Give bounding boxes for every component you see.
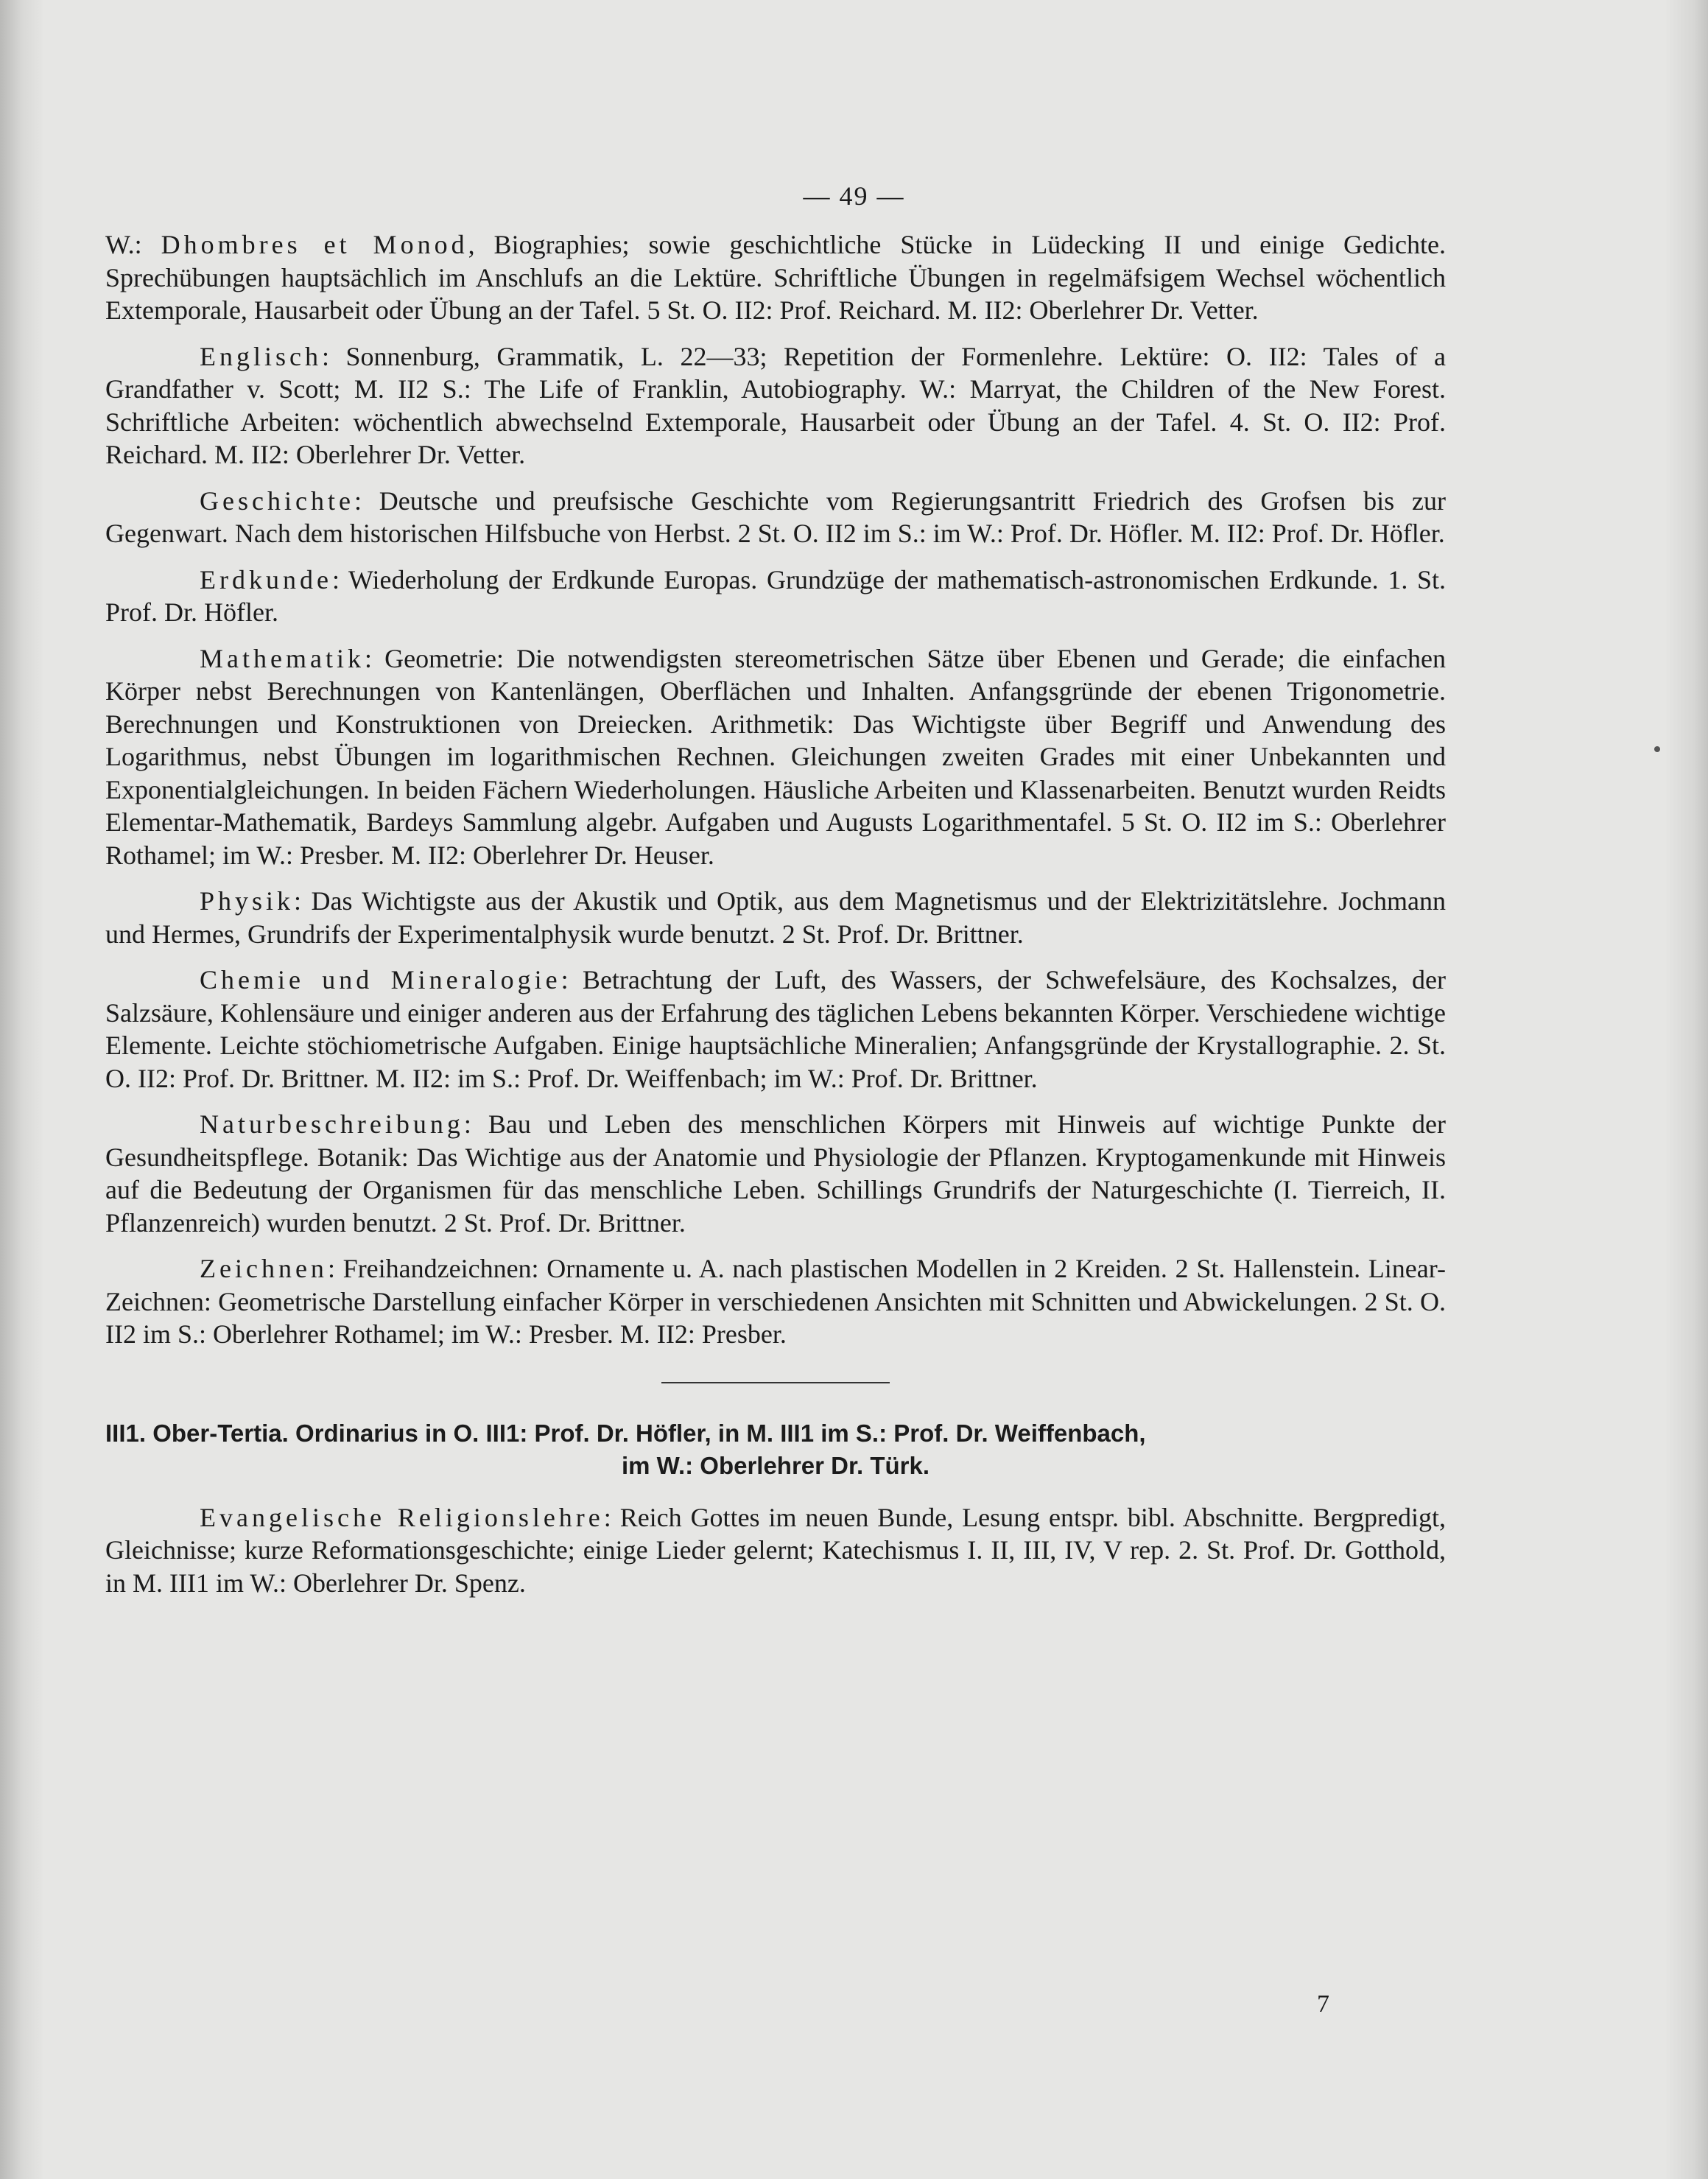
paragraph-chemie <box>105 964 1446 1095</box>
paragraph-text: : Das Wichtigste aus der Akustik und Optik, aus dem Magnetismus und der Elektrizitätslehre. Jochmann und Hermes, Grundrifs der Experimentalphysik wurde benutzt. 2 St. Prof. Dr. Brittner. <box>105 886 1446 949</box>
page-body <box>105 228 1446 1613</box>
paragraph-french <box>105 228 1446 327</box>
dust-speck <box>1654 746 1660 752</box>
paragraph-erdkunde <box>105 564 1446 629</box>
section-heading-line2: im W.: Oberlehrer Dr. Türk. <box>621 1451 930 1479</box>
paragraph-text: : Sonnenburg, Grammatik, L. 22—33; Repetition der Formenlehre. Lektüre: O. II2: Tales of a Grandfather v. Scott; M. II2 S.: The Life of Franklin, Autobiography. W.: Marryat, the Children of the New Forest. Schriftliche Arbeiten: wöchentlich abwechselnd Extemporale, Hausarbeit oder Übung an der Tafel. 4. St. O. II2: Prof. Reichard. M. II2: Oberlehrer Dr. Vetter. <box>105 341 1446 469</box>
subject-heading: Englisch <box>200 341 322 371</box>
signature-mark: 7 <box>1317 1990 1329 2018</box>
paragraph-text: : Wiederholung der Erdkunde Europas. Grundzüge der mathematisch-astronomischen Erdkunde. 1. St. Prof. Dr. Höfler. <box>105 564 1446 627</box>
paragraph-geschichte <box>105 485 1446 550</box>
paragraph-text: : Freihandzeichnen: Ornamente u. A. nach plastischen Modellen in 2 Kreiden. 2 St. Hallenstein. Linear-Zeichnen: Geometrische Darstellung einfacher Körper in verschiedenen Ansichten mit Schnitten und Abwickelungen. 2 St. O. II2 im S.: Oberlehrer Rothamel; im W.: Presber. M. II2: Presber. <box>105 1254 1446 1349</box>
paragraph-text: , Biographies; sowie geschichtliche Stücke in Lüdecking II und einige Gedichte. Sprechübungen hauptsächlich im Anschlufs an die Lektüre. Schriftliche Übungen in regelmäfsigem Wechsel wöchentlich Extemporale, Hausarbeit oder Übung an der Tafel. 5 St. O. II2: Prof. Reichard. M. II2: Oberlehrer Dr. Vetter. <box>105 230 1446 325</box>
paragraph-religionslehre <box>105 1501 1446 1600</box>
subject-heading: Evangelische Religionslehre <box>200 1502 604 1532</box>
paragraph-text: : Deutsche und preufsische Geschichte vom Regierungsantritt Friedrich des Grofsen bis zur Gegenwart. Nach dem historischen Hilfsbuche von Herbst. 2 St. O. II2 im S.: im W.: Prof. Dr. Höfler. M. II2: Prof. Dr. Höfler. <box>105 485 1446 548</box>
paragraph-englisch <box>105 340 1446 471</box>
paragraph-text: : Reich Gottes im neuen Bunde, Lesung entspr. bibl. Abschnitte. Bergpredigt, Gleichnisse; kurze Reformationsgeschichte; einige Lieder gelernt; Katechismus I. II, III, IV, V rep. 2. St. Prof. Dr. Gotthold, in M. III1 im W.: Oberlehrer Dr. Spenz. <box>105 1502 1447 1598</box>
page-number: — 49 — <box>803 181 905 211</box>
subject-heading: Chemie und Mineralogie <box>200 965 561 994</box>
paragraph-naturbeschreibung <box>105 1108 1446 1239</box>
subject-heading: Mathematik <box>200 643 365 673</box>
subject-heading: Zeichnen <box>200 1254 328 1283</box>
subject-heading: Dhombres et Monod <box>161 230 468 259</box>
section-heading <box>105 1417 1446 1482</box>
subject-heading: Physik <box>200 886 295 916</box>
section-divider <box>661 1382 890 1383</box>
subject-heading: Geschichte <box>200 485 354 516</box>
paragraph-text: : Bau und Leben des menschlichen Körpers mit Hinweis auf wichtige Punkte der Gesundheitspflege. Botanik: Das Wichtige aus der Anatomie und Physiologie der Pflanzen. Kryptogamenkunde mit Hinweis auf die Bedeutung der Organismen für das menschliche Leben. Schillings Grundrifs der Naturgeschichte (I. Tierreich, II. Pflanzenreich) wurden benutzt. 2 St. Prof. Dr. Brittner. <box>105 1109 1446 1238</box>
paragraph-mathematik <box>105 642 1446 872</box>
subject-heading: Naturbeschreibung <box>200 1109 464 1139</box>
section-heading-line1: III1. Ober-Tertia. Ordinarius in O. III1: Prof. Dr. Höfler, in M. III1 im S.: Prof. Dr. Weiffenbach, <box>105 1419 1146 1447</box>
paragraph-zeichnen <box>105 1252 1446 1351</box>
paragraph-text: : Betrachtung der Luft, des Wassers, der Schwefelsäure, des Kochsalzes, der Salzsäure, Kohlensäure und einiger anderen aus der Erfahrung des täglichen Lebens bekannten Körper. Verschiedene wichtige Elemente. Leichte stöchiometrische Aufgaben. Einige hauptsächliche Mineralien; Anfangsgründe der Krystallographie. 2. St. O. II2: Prof. Dr. Brittner. M. II2: im S.: Prof. Dr. Weiffenbach; im W.: Prof. Dr. Brittner. <box>105 965 1446 1093</box>
paragraph-lead: W.: <box>105 230 161 259</box>
paragraph-physik <box>105 885 1446 950</box>
paragraph-text: : Geometrie: Die notwendigsten stereometrischen Sätze über Ebenen und Gerade; die einfachen Körper nebst Berechnungen von Kantenlängen, Oberflächen und Inhalten. Anfangsgründe der ebenen Trigonometrie. Berechnungen und Konstruktionen von Dreiecken. Arithmetik: Das Wichtigste über Begriff und Anwendung des Logarithmus, nebst Übungen im logarithmischen Rechnen. Gleichungen zweiten Grades mit einer Unbekannten und Exponentialgleichungen. In beiden Fächern Wiederholungen. Häusliche Arbeiten und Klassenarbeiten. Benutzt wurden Reidts Elementar-Mathematik, Bardeys Sammlung algebr. Aufgaben und Augusts Logarithmentafel. 5 St. O. II2 im S.: Oberlehrer Rothamel; im W.: Presber. M. II2: Oberlehrer Dr. Heuser. <box>105 643 1446 870</box>
subject-heading: Erdkunde <box>200 564 332 594</box>
